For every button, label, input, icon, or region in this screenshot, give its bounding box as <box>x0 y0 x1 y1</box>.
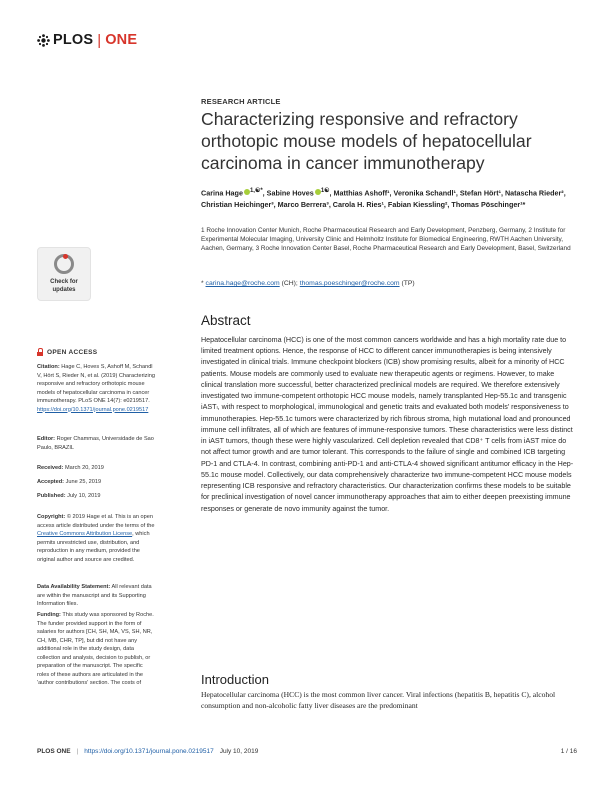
author-list <box>201 186 581 210</box>
editor-text: Roger Chammas, Universidade de Sao Paulo, BRAZIL <box>37 436 154 451</box>
sidebar-copyright <box>37 513 155 564</box>
corr-email-link[interactable]: thomas.poeschinger@roche.com <box>299 280 400 287</box>
journal-name-one: ONE <box>105 32 138 48</box>
corr-initials: (TP) <box>399 280 415 287</box>
introduction-body: Hepatocellular carcinoma (HCC) is the most common liver cancer. Viral infections (hepatitis B, hepatitis C), alcohol consumption and non-alcoholic fatty liver diseases are the predominant <box>201 690 556 710</box>
received-label: Received: <box>37 465 64 471</box>
article-title: Characterizing responsive and refractory orthotopic mouse models of hepatocellular carcinoma in cancer immunotherapy <box>201 109 532 173</box>
plos-one-logo[interactable] <box>37 31 137 49</box>
cfu-line2: updates <box>52 286 76 293</box>
logo-divider: | <box>97 31 102 49</box>
plos-logo-icon <box>37 34 50 47</box>
affiliations: 1 Roche Innovation Center Munich, Roche Pharmaceutical Research and Early Development, Penzberg, Germany, 2 Institute for Experimental Molecular Imaging, University Clinic and Helmholtz Institute for Biomedical Engineering, RWTH Aachen University, Aachen, Germany, 3 Roche Innovation Center Basel, Roche Pharmaceutical Research and Early Development, Basel, Switzerland <box>201 227 571 252</box>
open-access-lock-icon <box>37 348 43 356</box>
check-for-updates-icon <box>54 254 74 274</box>
funding-text: This study was sponsored by Roche. The funder provided support in the form of salaries for authors [CH, SH, MA, VS, SH, NR, CH, MB, CHR, TP], but did not have any additional role in the study design, data collection and analysis, decision to publish, or preparation of the manuscript. The specific roles of these authors are articulated in the 'author contributions' section. The costs of <box>37 612 154 686</box>
citation-text: Hage C, Hoves S, Ashoff M, Schandl V, Hört S, Rieder N, et al. (2019) Characterizing responsive and refractory orthotopic mouse models of hepatocellular carcinoma in cancer immunotherapy. PLoS ONE 14(7): e0219517. <box>37 364 155 404</box>
data-availability-text: All relevant data are within the manuscript and its Supporting Information files. <box>37 584 152 607</box>
sidebar-data-availability <box>37 583 155 609</box>
footer-doi-link[interactable]: https://doi.org/10.1371/journal.pone.0219517 <box>84 748 214 755</box>
check-for-updates-badge[interactable] <box>37 247 91 301</box>
citation-label: Citation: <box>37 364 60 370</box>
sidebar-received <box>37 464 155 473</box>
check-for-updates-label <box>38 279 90 294</box>
author-name[interactable]: , Sabine Hoves <box>262 188 314 198</box>
page-number: 1 / 16 <box>560 748 577 755</box>
author-affil-sup: 1,☯* <box>249 188 263 194</box>
published-label: Published: <box>37 493 66 499</box>
funding-label: Funding: <box>37 612 61 618</box>
corr-email-link[interactable]: carina.hage@roche.com <box>205 280 280 287</box>
footer-divider: | <box>76 748 79 755</box>
journal-name-plos: PLOS <box>53 32 94 48</box>
abstract-heading: Abstract <box>201 313 251 328</box>
copyright-text: © 2019 Hage et al. This is an open access article distributed under the terms of the <box>37 514 155 529</box>
footer-date: July 10, 2019 <box>219 748 259 755</box>
sidebar-accepted <box>37 478 155 487</box>
published-date: July 10, 2019 <box>65 493 101 499</box>
open-access-badge <box>37 348 97 356</box>
citation-doi-link[interactable]: https://doi.org/10.1371/journal.pone.0219517 <box>37 406 149 413</box>
open-access-label: OPEN ACCESS <box>47 348 98 356</box>
footer-journal: PLOS ONE <box>37 748 71 755</box>
introduction-heading: Introduction <box>201 672 269 687</box>
data-availability-label: Data Availability Statement: <box>37 584 111 590</box>
cc-license-link[interactable]: Creative Commons Attribution License <box>37 531 133 537</box>
cfu-line1: Check for <box>50 279 78 285</box>
author-names-rest: , Matthias Ashoff¹, Veronika Schandl¹, Stefan Hört¹, Natascha Rieder², Christian Heichinger³, Marco Berrera³, Carola H. Ries¹, Fabian Kiessling², Thomas Pöschinger¹* <box>201 188 566 209</box>
corr-initials: (CH); <box>279 280 300 287</box>
abstract-body: Hepatocellular carcinoma (HCC) is one of the most common cancers worldwide and has a high mortality rate due to limited treatment options. Hence, the response of HCC to different cancer immunotherapies is being intensively investigated in clinical trials. Immune checkpoint blockers (ICB) show promising results, albeit for a minority of HCC patients. Mouse models are commonly used to evaluate new therapeutic agents or regimens. However, to make clinical translation more successful, better characterized preclinical models are required. We therefore extensively investigated two immune-competent orthotopic HCC mouse models, namely transplanted Hep-55.1c and transgenic iASTₗ, with respect to morphological, immunological and genetic traits and evaluated both models' responsiveness to immunotherapies. Hep-55.1c tumors were characterized by rich fibrous stroma, high mutational load and pronounced immune cell infiltrates, all of which are features of immune-responsive tumors. These characteristics were less distinct in iAST tumors, though these were highly vascularized. Cell depletion revealed that CD8⁺ T cells from iAST mice do not affect tumor growth and are tumor tolerant. This corresponds to the failure of single and combined ICB targeting PD-1 and CTLA-4. In contrast, combining anti-PD-1 and anti-CTLA-4 showed significant antitumor efficacy in the Hep-55.1c mouse model. Collectively, our data comprehensively characterize two immune-competent HCC mouse models representing ICB responsive and refractory characteristics. Our characterization confirms these models to be suitable for preclinical investigation of novel cancer immunotherapy approaches that aim to either deepen preexisting immune responses or generate de novo immunity against the tumor. <box>201 336 574 513</box>
author-name[interactable]: Carina Hage <box>201 188 243 198</box>
copyright-text-end: , which permits unrestricted use, distribution, and reproduction in any medium, provided the original author and source are credited. <box>37 531 150 563</box>
sidebar-funding <box>37 611 155 688</box>
corr-prefix: * <box>201 280 206 287</box>
sidebar-published <box>37 492 155 501</box>
accepted-label: Accepted: <box>37 479 65 485</box>
received-date: March 20, 2019 <box>63 465 104 471</box>
sidebar-citation <box>37 363 155 414</box>
correspondence <box>201 280 576 287</box>
copyright-label: Copyright: <box>37 514 66 520</box>
page-footer <box>37 748 577 755</box>
article-type: RESEARCH ARTICLE <box>201 97 281 106</box>
author-affil-sup: 1☯ <box>320 188 330 194</box>
sidebar-editor <box>37 435 155 452</box>
accepted-date: June 25, 2019 <box>64 479 102 485</box>
editor-label: Editor: <box>37 436 56 442</box>
